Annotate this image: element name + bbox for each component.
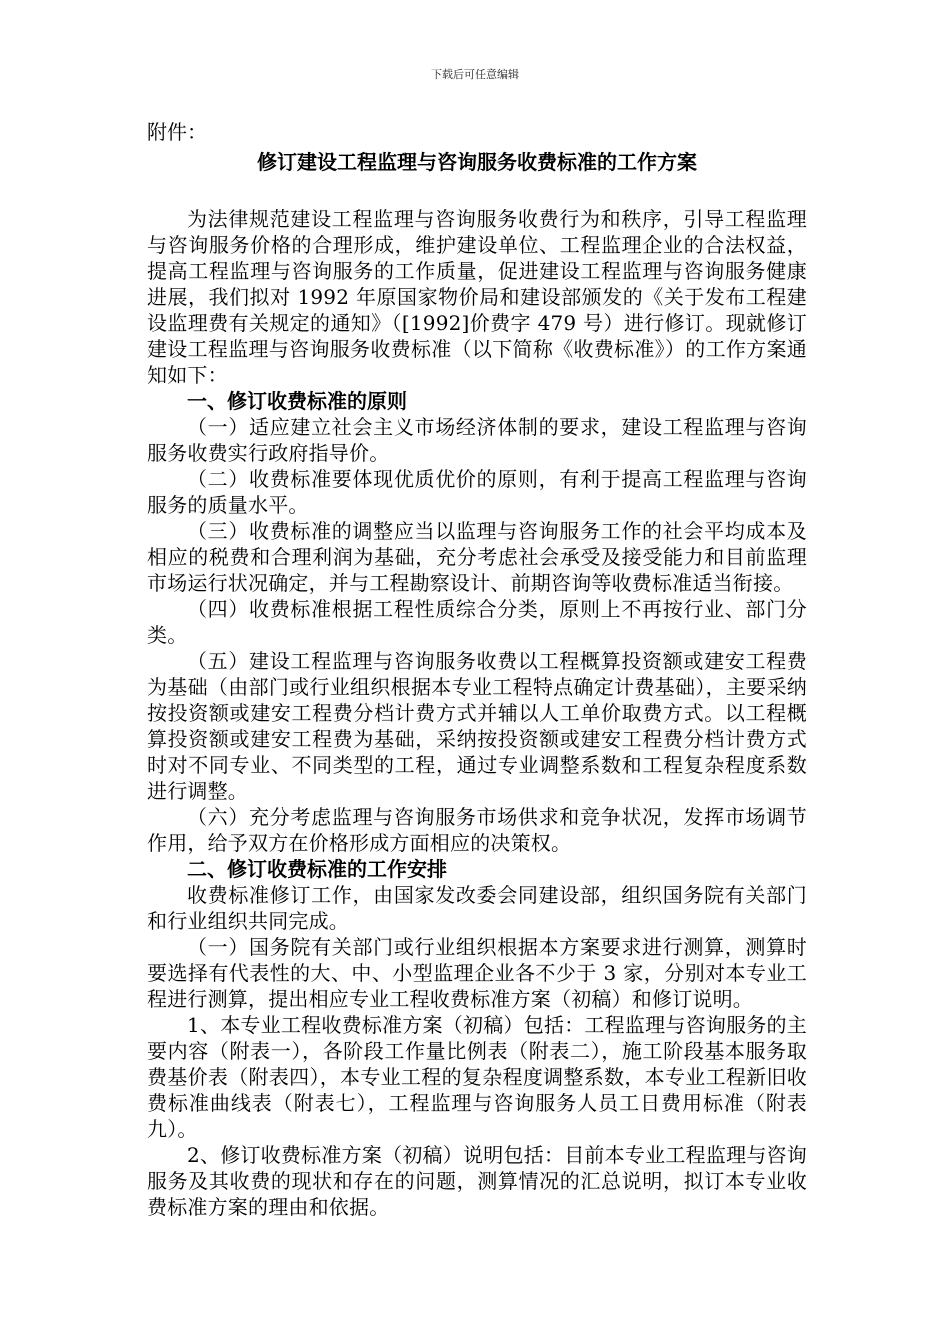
- principle-item-6: （六）充分考虑监理与咨询服务市场供求和竞争状况，发挥市场调节作用，给予双方在价格形成方面相应的决策权。: [147, 805, 807, 855]
- principle-item-1: （一）适应建立社会主义市场经济体制的要求，建设工程监理与咨询服务收费实行政府指导价。: [147, 415, 807, 465]
- principle-item-5: （五）建设工程监理与咨询服务收费以工程概算投资额或建安工程费为基础（由部门或行业组织根据本专业工程特点确定计费基础），主要采纳按投资额或建安工程费分档计费方式并辅以人工单价取费方式。以工程概算投资额或建安工程费为基础，采纳按投资额或建安工程费分档计费方式时对不同专业、不同类型的工程，通过专业调整系数和工程复杂程度系数进行调整。: [147, 649, 807, 803]
- arrangement-intro: 收费标准修订工作，由国家发改委会同建设部，组织国务院有关部门和行业组织共同完成。: [147, 883, 807, 933]
- intro-paragraph: 为法律规范建设工程监理与咨询服务收费行为和秩序，引导工程监理与咨询服务价格的合理形成，维护建设单位、工程监理企业的合法权益，提高工程监理与咨询服务的工作质量，促进建设工程监理与咨询服务健康进展，我们拟对 1992 年原国家物价局和建设部颁发的《关于发布工程建设监理费有关规定的通知》（[1992]价费字 479 号）进行修订。现就修订建设工程监理与咨询服务收费标准（以下简称《收费标准》）的工作方案通知如下：: [147, 207, 807, 387]
- arrangement-item-1: （一）国务院有关部门或行业组织根据本方案要求进行测算，测算时要选择有代表性的大、中、小型监理企业各不少于 3 家，分别对本专业工程进行测算，提出相应专业工程收费标准方案（初稿）和修订说明。: [147, 935, 807, 1011]
- page-header-note: 下载后可任意编辑: [431, 68, 519, 81]
- principle-item-4: （四）收费标准根据工程性质综合分类，原则上不再按行业、部门分类。: [147, 597, 807, 647]
- principle-item-3: （三）收费标准的调整应当以监理与咨询服务工作的社会平均成本及相应的税费和合理利润为基础，充分考虑社会承受及接受能力和目前监理市场运行状况确定，并与工程勘察设计、前期咨询等收费标准适当衔接。: [147, 519, 807, 595]
- attachment-label: 附件：: [147, 120, 207, 144]
- principle-item-2: （二）收费标准要体现优质优价的原则，有利于提高工程监理与咨询服务的质量水平。: [147, 467, 807, 517]
- document-title: 修订建设工程监理与咨询服务收费标准的工作方案: [257, 150, 697, 174]
- arrangement-subitem-2: 2、修订收费标准方案（初稿）说明包括：目前本专业工程监理与咨询服务及其收费的现状和存在的问题，测算情况的汇总说明，拟订本专业收费标准方案的理由和依据。: [147, 1143, 807, 1219]
- document-body: [147, 118, 807, 1220]
- section-2-heading: 二、修订收费标准的工作安排: [187, 857, 447, 881]
- section-1-heading: 一、修订收费标准的原则: [187, 389, 407, 413]
- arrangement-subitem-1: 1、本专业工程收费标准方案（初稿）包括：工程监理与咨询服务的主要内容（附表一），各阶段工作量比例表（附表二），施工阶段基本服务取费基价表（附表四），本专业工程的复杂程度调整系数，本专业工程新旧收费标准曲线表（附表七），工程监理与咨询服务人员工日费用标准（附表九）。: [147, 1013, 807, 1141]
